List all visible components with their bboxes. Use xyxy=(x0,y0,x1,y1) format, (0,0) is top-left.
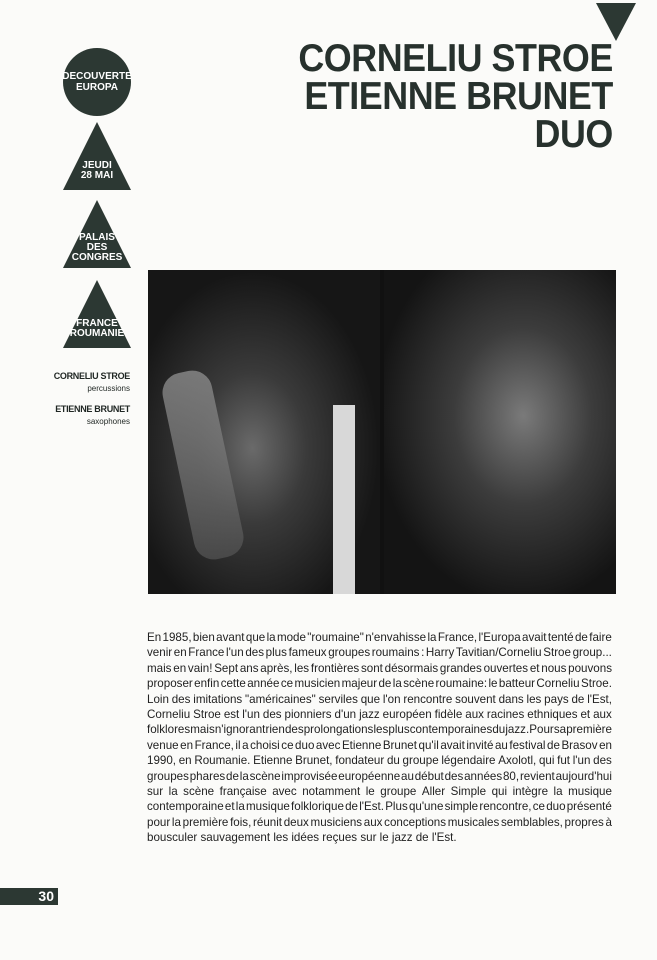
badge-line: ROUMANIE xyxy=(69,328,125,339)
badge-line: EUROPA xyxy=(75,82,119,93)
saxophone-shape xyxy=(159,367,247,563)
stage-post xyxy=(333,405,355,594)
drummer-photo xyxy=(384,270,616,594)
body-line: venue en France, il a choisi ce duo avec Etienne Brunet qu'il avait invité au festival de Brasov en xyxy=(147,738,612,752)
badge-line: DECOUVERTE xyxy=(62,71,132,82)
body-line: En 1985, bien avant que la mode "roumaine" n'envahisse la France, l'Europa avait tenté de faire xyxy=(147,631,612,644)
body-line: proposer enfin cette année ce musicien majeur de la scène roumaine: le batteur Corneliu Stroe. xyxy=(147,677,612,691)
badge-line: 28 MAI xyxy=(80,170,114,181)
body-line: mais en vain! Sept ans après, les frontières sont désormais grandes ouvertes et nous pouvons xyxy=(147,661,612,675)
credit-name: CORNELIU STROE xyxy=(53,371,130,381)
credit-role: saxophones xyxy=(86,417,130,426)
body-line: 1990, en Roumanie. Etienne Brunet, fondateur du groupe légendaire Axolotl, qui fut l'un des xyxy=(147,754,612,768)
badge-line: PALAIS xyxy=(79,232,115,243)
badge-line: JEUDI xyxy=(82,160,112,171)
concert-photo xyxy=(148,270,616,594)
body-line: folklores mais n'ignorant rien des prolongations les plus contemporaines du jazz. Pour sa première xyxy=(147,723,612,737)
badge-line: DES xyxy=(86,242,108,253)
series-badge xyxy=(63,48,131,116)
credit-brunet xyxy=(55,404,130,426)
corner-triangle-icon xyxy=(596,3,636,41)
venue-badge xyxy=(63,200,131,268)
body-line: venir en France l'un des plus fameux groupes roumains : Harry Tavitian/Corneliu Stroe group... xyxy=(147,646,612,660)
badge-line: FRANCE xyxy=(76,318,118,329)
article-body xyxy=(147,630,612,846)
title-line: DUO xyxy=(534,113,613,156)
page-number-text: 30 xyxy=(38,888,54,904)
body-line: bousculer sauvagement les idées reçues sur le jazz de l'Est. xyxy=(147,831,457,845)
body-line: groupes phares de la scène improvisée européenne au début des années 80, revient aujourd'hui xyxy=(147,769,612,783)
saxophonist-photo xyxy=(148,270,380,594)
body-line: sur la scène française avec notamment le groupe Aller Simple qui intègre la musique xyxy=(147,785,612,799)
body-line: contemporaine et la musique folklorique de l'Est. Plus qu'une simple rencontre, ce duo présenté xyxy=(147,800,612,814)
body-line: Corneliu Stroe est l'un des pionniers d'un jazz européen fidèle aux racines ethniques et aux xyxy=(147,708,612,722)
body-line: Loin des imitations "américaines" serviles que l'on rencontre souvent dans les pays de l'Est, xyxy=(147,692,612,706)
title-line: ETIENNE BRUNET xyxy=(304,75,613,118)
badge-line: CONGRES xyxy=(71,252,123,263)
page-title xyxy=(298,37,613,156)
body-line: pour la première fois, réunit deux musiciens aux conceptions musicales semblables, propres à xyxy=(147,815,612,829)
title-line: CORNELIU STROE xyxy=(298,37,613,80)
credit-role: percussions xyxy=(87,384,130,393)
page-number xyxy=(0,888,58,905)
date-badge xyxy=(63,122,131,190)
countries-badge xyxy=(63,280,131,348)
credit-name: ETIENNE BRUNET xyxy=(55,404,130,414)
credit-stroe xyxy=(54,371,130,393)
